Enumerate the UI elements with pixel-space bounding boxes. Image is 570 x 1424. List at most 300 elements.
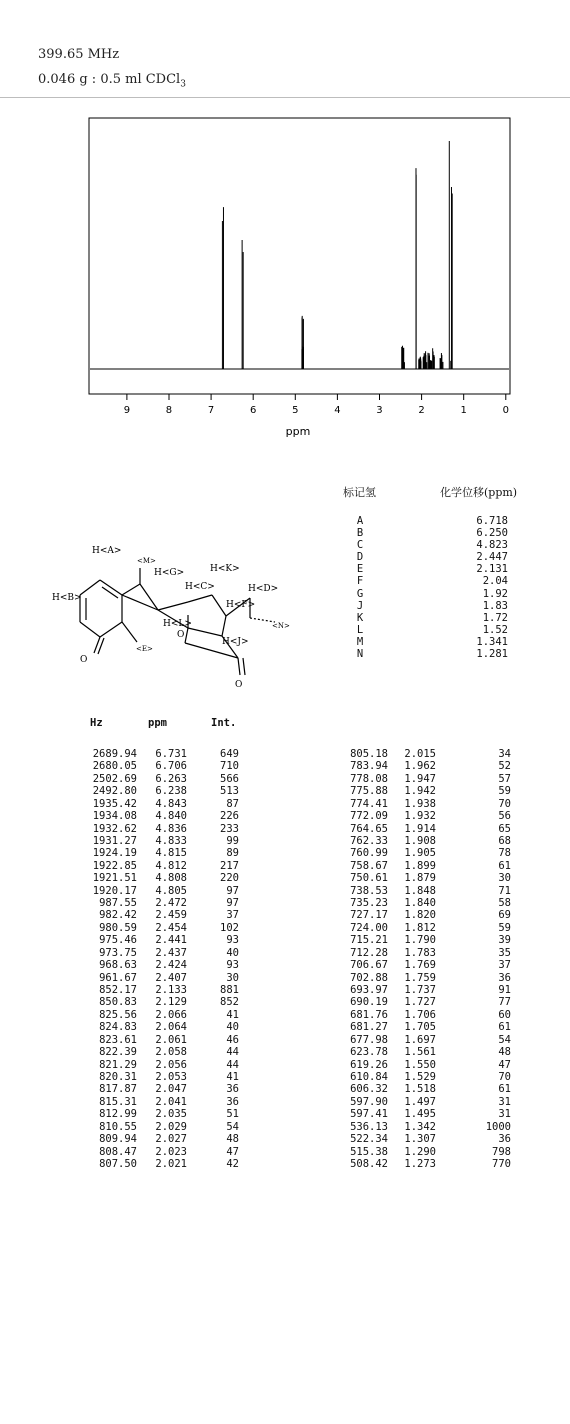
peak-hz: 812.99 bbox=[99, 1108, 137, 1121]
peak-row bbox=[331, 1071, 511, 1083]
peak-ppm: 2.441 bbox=[155, 934, 187, 947]
peak-ppm: 2.454 bbox=[155, 921, 187, 934]
peak-ppm: 1.290 bbox=[404, 1145, 436, 1158]
bond bbox=[188, 628, 222, 636]
peak-int: 40 bbox=[226, 1021, 239, 1034]
peak-hz: 824.83 bbox=[99, 1021, 137, 1034]
peak-hz: 1920.17 bbox=[92, 884, 137, 897]
peak-ppm: 2.047 bbox=[155, 1083, 187, 1096]
peak-row bbox=[75, 1071, 239, 1083]
peak-row bbox=[75, 835, 239, 847]
peak-row bbox=[331, 1121, 511, 1133]
peak-row bbox=[331, 1021, 511, 1033]
peak-ppm: 2.424 bbox=[155, 959, 187, 972]
peak-hz: 597.41 bbox=[350, 1108, 388, 1121]
peak-int: 68 bbox=[498, 834, 511, 847]
peak-row bbox=[75, 1108, 239, 1120]
peak-hz: 975.46 bbox=[99, 934, 137, 947]
peak-hz: 852.17 bbox=[99, 984, 137, 997]
h-l-label: H<L> bbox=[163, 619, 192, 629]
peak-row bbox=[75, 972, 239, 984]
peak-int: 710 bbox=[220, 760, 239, 773]
peak-hz: 619.26 bbox=[350, 1058, 388, 1071]
assignment-label: E bbox=[356, 563, 364, 576]
peak-row bbox=[331, 1009, 511, 1021]
ring-oxygen-label: O bbox=[177, 630, 185, 640]
peak-int: 36 bbox=[226, 1095, 239, 1108]
peak-row bbox=[75, 897, 239, 909]
assignment-label: J bbox=[356, 599, 364, 612]
bond bbox=[243, 658, 245, 675]
peak-ppm: 1.899 bbox=[404, 859, 436, 872]
peak-ppm: 1.932 bbox=[404, 810, 436, 823]
h-k-label: H<K> bbox=[210, 564, 240, 574]
peak-int: 220 bbox=[220, 872, 239, 885]
peak-ppm: 1.905 bbox=[404, 847, 436, 860]
assignment-row bbox=[330, 515, 520, 527]
peak-hz: 820.31 bbox=[99, 1070, 137, 1083]
peak-row bbox=[331, 947, 511, 959]
peak-hz: 508.42 bbox=[350, 1157, 388, 1170]
peak-hz: 968.63 bbox=[99, 959, 137, 972]
assignment-shift: 1.281 bbox=[476, 648, 508, 661]
peak-ppm: 1.942 bbox=[404, 785, 436, 798]
peak-hz: 987.55 bbox=[99, 897, 137, 910]
peak-ppm: 2.053 bbox=[155, 1070, 187, 1083]
peak-ppm: 4.833 bbox=[155, 834, 187, 847]
peak-row bbox=[75, 1121, 239, 1133]
peak-row bbox=[75, 1009, 239, 1021]
peak-ppm: 1.307 bbox=[404, 1133, 436, 1146]
peak-int: 217 bbox=[220, 859, 239, 872]
peak-hz: 690.19 bbox=[350, 996, 388, 1009]
peak-int: 78 bbox=[498, 847, 511, 860]
peak-row bbox=[331, 773, 511, 785]
peak-table-left bbox=[75, 748, 239, 1170]
peak-row bbox=[331, 810, 511, 822]
peak-row bbox=[331, 1096, 511, 1108]
peak-ppm: 6.731 bbox=[155, 748, 187, 760]
assignment-shift: 6.250 bbox=[476, 527, 508, 540]
x-tick-label: 6 bbox=[250, 405, 257, 416]
peak-row bbox=[75, 785, 239, 797]
assignment-row bbox=[330, 551, 520, 563]
peak-row bbox=[331, 1108, 511, 1120]
peak-row bbox=[331, 1034, 511, 1046]
peak-hz: 693.97 bbox=[350, 984, 388, 997]
peak-hz: 772.09 bbox=[350, 810, 388, 823]
h-c-label: H<C> bbox=[185, 582, 215, 592]
peak-hz: 727.17 bbox=[350, 909, 388, 922]
peak-hz: 774.41 bbox=[350, 797, 388, 810]
bond bbox=[80, 580, 100, 595]
peak-row bbox=[75, 1059, 239, 1071]
peak-hz: 822.39 bbox=[99, 1046, 137, 1059]
peak-hz: 817.87 bbox=[99, 1083, 137, 1096]
h-b-label: H<B> bbox=[52, 593, 82, 603]
peak-int: 226 bbox=[220, 810, 239, 823]
peak-ppm: 1.342 bbox=[404, 1120, 436, 1133]
peak-row bbox=[331, 1158, 511, 1170]
peak-hz: 1922.85 bbox=[92, 859, 137, 872]
peak-row bbox=[331, 823, 511, 835]
peak-ppm: 4.836 bbox=[155, 822, 187, 835]
x-tick-label: 7 bbox=[207, 405, 215, 416]
peak-hz: 982.42 bbox=[99, 909, 137, 922]
assignment-shift: 1.83 bbox=[482, 599, 508, 612]
peak-hz: 750.61 bbox=[350, 872, 388, 885]
peak-int: 233 bbox=[220, 822, 239, 835]
x-axis-ticks bbox=[124, 394, 509, 416]
assignment-label: N bbox=[356, 648, 364, 661]
bond bbox=[158, 602, 188, 610]
peak-int: 31 bbox=[498, 1108, 511, 1121]
peak-hz: 850.83 bbox=[99, 996, 137, 1009]
peak-ppm: 1.783 bbox=[404, 946, 436, 959]
x-axis-label: ppm bbox=[285, 425, 311, 438]
assignment-row bbox=[330, 588, 520, 600]
assignment-shift: 1.52 bbox=[482, 623, 508, 636]
peak-ppm: 4.808 bbox=[155, 872, 187, 885]
peak-ppm: 2.472 bbox=[155, 897, 187, 910]
assignment-label: G bbox=[356, 587, 364, 600]
peak-int: 37 bbox=[226, 909, 239, 922]
assignment-shift-header: 化学位移(ppm) bbox=[440, 486, 518, 499]
bond bbox=[222, 616, 226, 636]
peak-row bbox=[75, 984, 239, 996]
e-label: <E> bbox=[136, 645, 153, 653]
peak-int: 61 bbox=[498, 1083, 511, 1096]
peak-row bbox=[331, 972, 511, 984]
peak-int: 70 bbox=[498, 1070, 511, 1083]
peak-row bbox=[75, 798, 239, 810]
peak-int: 65 bbox=[498, 822, 511, 835]
peak-int: 89 bbox=[226, 847, 239, 860]
sample-text: 0.046 g : 0.5 ml CDCl bbox=[38, 72, 181, 87]
peak-ppm: 1.705 bbox=[404, 1021, 436, 1034]
peak-hz: 623.78 bbox=[350, 1046, 388, 1059]
peak-hz: 515.38 bbox=[350, 1145, 388, 1158]
assignment-label-header: 标记氢 bbox=[343, 486, 376, 499]
peak-hz: 2492.80 bbox=[92, 785, 137, 798]
peak-ppm: 1.706 bbox=[404, 1008, 436, 1021]
peak-hz: 762.33 bbox=[350, 834, 388, 847]
peak-row bbox=[331, 760, 511, 772]
peak-hz: 681.76 bbox=[350, 1008, 388, 1021]
peak-int: 77 bbox=[498, 996, 511, 1009]
peak-ppm: 1.840 bbox=[404, 897, 436, 910]
peak-row bbox=[331, 909, 511, 921]
peak-hz: 1934.08 bbox=[92, 810, 137, 823]
peak-hz: 597.90 bbox=[350, 1095, 388, 1108]
peak-int: 97 bbox=[226, 897, 239, 910]
h-a-label: H<A> bbox=[92, 546, 122, 556]
peak-ppm: 2.015 bbox=[404, 748, 436, 760]
peak-ppm: 2.041 bbox=[155, 1095, 187, 1108]
peak-hz: 738.53 bbox=[350, 884, 388, 897]
peak-int: 852 bbox=[220, 996, 239, 1009]
peak-row bbox=[331, 798, 511, 810]
peak-ppm: 4.843 bbox=[155, 797, 187, 810]
assignment-row bbox=[330, 539, 520, 551]
peak-ppm: 2.056 bbox=[155, 1058, 187, 1071]
assignment-shift: 2.131 bbox=[476, 563, 508, 576]
ketone-oxygen-label: O bbox=[80, 655, 88, 665]
bond bbox=[185, 628, 188, 643]
peak-int: 52 bbox=[498, 760, 511, 773]
peak-row bbox=[331, 872, 511, 884]
peak-ppm: 1.848 bbox=[404, 884, 436, 897]
peak-hz: 712.28 bbox=[350, 946, 388, 959]
peak-row bbox=[331, 1083, 511, 1095]
peak-hz: 1935.42 bbox=[92, 797, 137, 810]
peak-int: 1000 bbox=[485, 1120, 511, 1133]
peak-row bbox=[331, 785, 511, 797]
peak-row bbox=[331, 984, 511, 996]
peak-row bbox=[331, 1133, 511, 1145]
assignment-label: B bbox=[356, 527, 364, 540]
peak-int: 71 bbox=[498, 884, 511, 897]
peak-row bbox=[75, 773, 239, 785]
ppm-header: ppm bbox=[148, 717, 167, 729]
peak-int: 47 bbox=[498, 1058, 511, 1071]
peak-hz: 702.88 bbox=[350, 971, 388, 984]
n-label: <N> bbox=[272, 622, 290, 630]
peak-ppm: 2.023 bbox=[155, 1145, 187, 1158]
peak-row bbox=[331, 860, 511, 872]
peak-hz: 961.67 bbox=[99, 971, 137, 984]
peak-ppm: 1.947 bbox=[404, 772, 436, 785]
peak-ppm: 4.805 bbox=[155, 884, 187, 897]
assignment-label: K bbox=[356, 611, 364, 624]
peak-ppm: 2.133 bbox=[155, 984, 187, 997]
peak-row bbox=[331, 959, 511, 971]
peak-int: 59 bbox=[498, 785, 511, 798]
peak-int: 44 bbox=[226, 1046, 239, 1059]
hz-header: Hz bbox=[90, 717, 103, 729]
peak-ppm: 2.021 bbox=[155, 1157, 187, 1170]
sample-subscript: 3 bbox=[180, 79, 186, 90]
peak-hz: 760.99 bbox=[350, 847, 388, 860]
peak-int: 42 bbox=[226, 1157, 239, 1170]
spectrometer-frequency: 399.65 MHz bbox=[38, 47, 120, 62]
peak-hz: 805.18 bbox=[350, 748, 388, 760]
peak-hz: 522.34 bbox=[350, 1133, 388, 1146]
peak-int: 69 bbox=[498, 909, 511, 922]
assignment-label: D bbox=[356, 551, 364, 564]
peak-ppm: 1.737 bbox=[404, 984, 436, 997]
peak-int: 30 bbox=[498, 872, 511, 885]
peak-ppm: 1.820 bbox=[404, 909, 436, 922]
peak-int: 97 bbox=[226, 884, 239, 897]
peak-ppm: 1.550 bbox=[404, 1058, 436, 1071]
peak-hz: 758.67 bbox=[350, 859, 388, 872]
peak-int: 40 bbox=[226, 946, 239, 959]
peak-int: 37 bbox=[498, 959, 511, 972]
int-header: Int. bbox=[211, 717, 237, 729]
peak-int: 41 bbox=[226, 1008, 239, 1021]
peak-hz: 783.94 bbox=[350, 760, 388, 773]
x-tick-label: 3 bbox=[376, 405, 383, 416]
peak-ppm: 2.029 bbox=[155, 1120, 187, 1133]
peak-hz: 821.29 bbox=[99, 1058, 137, 1071]
peak-row bbox=[75, 823, 239, 835]
peak-int: 770 bbox=[492, 1157, 511, 1170]
peak-ppm: 1.518 bbox=[404, 1083, 436, 1096]
assignment-label: A bbox=[356, 515, 364, 527]
peak-ppm: 1.697 bbox=[404, 1033, 436, 1046]
peak-hz: 681.27 bbox=[350, 1021, 388, 1034]
peak-hz: 823.61 bbox=[99, 1033, 137, 1046]
peak-hz: 809.94 bbox=[99, 1133, 137, 1146]
molecule-structure bbox=[40, 540, 290, 700]
peak-int: 31 bbox=[498, 1095, 511, 1108]
assignment-shift: 1.92 bbox=[482, 587, 508, 600]
peak-int: 93 bbox=[226, 934, 239, 947]
peak-row bbox=[75, 934, 239, 946]
peak-row bbox=[75, 1146, 239, 1158]
peak-ppm: 2.129 bbox=[155, 996, 187, 1009]
peak-int: 60 bbox=[498, 1008, 511, 1021]
peak-int: 56 bbox=[498, 810, 511, 823]
bond bbox=[212, 595, 226, 616]
peak-ppm: 1.495 bbox=[404, 1108, 436, 1121]
peak-hz: 1924.19 bbox=[92, 847, 137, 860]
x-tick-label: 0 bbox=[502, 405, 509, 416]
peak-ppm: 1.769 bbox=[404, 959, 436, 972]
peak-int: 47 bbox=[226, 1145, 239, 1158]
assignment-row bbox=[330, 527, 520, 539]
peak-row bbox=[75, 885, 239, 897]
peak-int: 70 bbox=[498, 797, 511, 810]
bond bbox=[122, 622, 137, 642]
peak-ppm: 1.879 bbox=[404, 872, 436, 885]
peak-row bbox=[331, 748, 511, 760]
peak-hz: 715.21 bbox=[350, 934, 388, 947]
peak-row bbox=[75, 1083, 239, 1095]
x-tick-label: 9 bbox=[123, 405, 131, 416]
assignment-row bbox=[330, 624, 520, 636]
peak-hz: 1931.27 bbox=[92, 834, 137, 847]
h-g-label: H<G> bbox=[154, 568, 185, 578]
peak-int: 34 bbox=[498, 748, 511, 760]
assignment-label: L bbox=[356, 623, 364, 636]
peak-ppm: 2.058 bbox=[155, 1046, 187, 1059]
peak-ppm: 1.790 bbox=[404, 934, 436, 947]
peak-row bbox=[75, 922, 239, 934]
peak-ppm: 2.035 bbox=[155, 1108, 187, 1121]
peak-int: 39 bbox=[498, 934, 511, 947]
peak-ppm: 1.962 bbox=[404, 760, 436, 773]
peak-hz: 815.31 bbox=[99, 1095, 137, 1108]
assignment-shift: 4.823 bbox=[476, 539, 508, 552]
peak-row bbox=[75, 860, 239, 872]
nmr-spectrum-chart bbox=[0, 0, 570, 450]
peak-row bbox=[75, 760, 239, 772]
peak-row bbox=[331, 847, 511, 859]
peak-row bbox=[75, 909, 239, 921]
peak-ppm: 4.815 bbox=[155, 847, 187, 860]
peak-int: 54 bbox=[226, 1120, 239, 1133]
bond bbox=[100, 622, 122, 637]
peak-ppm: 1.759 bbox=[404, 971, 436, 984]
x-tick-label: 2 bbox=[418, 405, 425, 416]
peak-int: 48 bbox=[498, 1046, 511, 1059]
peak-hz: 810.55 bbox=[99, 1120, 137, 1133]
peak-int: 46 bbox=[226, 1033, 239, 1046]
peak-ppm: 1.273 bbox=[404, 1157, 436, 1170]
peak-ppm: 6.263 bbox=[155, 772, 187, 785]
peak-row bbox=[75, 1133, 239, 1145]
assignment-row bbox=[330, 600, 520, 612]
peak-int: 99 bbox=[226, 834, 239, 847]
peak-row bbox=[331, 897, 511, 909]
peak-int: 59 bbox=[498, 921, 511, 934]
peak-ppm: 1.497 bbox=[404, 1095, 436, 1108]
bond bbox=[102, 587, 118, 598]
peak-ppm: 4.840 bbox=[155, 810, 187, 823]
peak-hz: 1932.62 bbox=[92, 822, 137, 835]
peak-hz: 764.65 bbox=[350, 822, 388, 835]
peak-int: 36 bbox=[498, 971, 511, 984]
peak-hz: 775.88 bbox=[350, 785, 388, 798]
peak-hz: 1921.51 bbox=[92, 872, 137, 885]
bond bbox=[122, 584, 140, 595]
x-tick-label: 8 bbox=[165, 405, 173, 416]
peak-int: 36 bbox=[498, 1133, 511, 1146]
peak-int: 798 bbox=[492, 1145, 511, 1158]
peak-int: 566 bbox=[220, 772, 239, 785]
peak-int: 513 bbox=[220, 785, 239, 798]
peak-int: 58 bbox=[498, 897, 511, 910]
peak-row bbox=[331, 922, 511, 934]
assignment-label: C bbox=[356, 539, 364, 552]
peak-ppm: 2.064 bbox=[155, 1021, 187, 1034]
assignment-shift: 1.341 bbox=[476, 635, 508, 648]
m-label: <M> bbox=[137, 557, 156, 565]
peak-hz: 973.75 bbox=[99, 946, 137, 959]
peak-int: 30 bbox=[226, 971, 239, 984]
peak-int: 61 bbox=[498, 859, 511, 872]
peak-ppm: 2.407 bbox=[155, 971, 187, 984]
assignment-shift: 1.72 bbox=[482, 611, 508, 624]
peak-row bbox=[75, 959, 239, 971]
x-tick-label: 1 bbox=[460, 405, 467, 416]
peak-int: 649 bbox=[220, 748, 239, 760]
peak-int: 48 bbox=[226, 1133, 239, 1146]
peak-hz: 778.08 bbox=[350, 772, 388, 785]
peak-ppm: 2.027 bbox=[155, 1133, 187, 1146]
peak-int: 44 bbox=[226, 1058, 239, 1071]
assignment-label: M bbox=[356, 635, 364, 648]
peak-hz: 2689.94 bbox=[92, 748, 137, 760]
peak-row bbox=[331, 1046, 511, 1058]
peak-hz: 606.32 bbox=[350, 1083, 388, 1096]
peak-row bbox=[75, 947, 239, 959]
peak-ppm: 2.061 bbox=[155, 1033, 187, 1046]
peak-hz: 807.50 bbox=[99, 1157, 137, 1170]
assignment-row bbox=[330, 648, 520, 660]
peak-ppm: 6.238 bbox=[155, 785, 187, 798]
peak-int: 93 bbox=[226, 959, 239, 972]
peak-row bbox=[331, 1059, 511, 1071]
peak-row bbox=[75, 1034, 239, 1046]
bond bbox=[80, 622, 100, 637]
plot-frame bbox=[89, 118, 510, 394]
x-tick-label: 5 bbox=[292, 405, 299, 416]
peak-int: 51 bbox=[226, 1108, 239, 1121]
peak-ppm: 2.437 bbox=[155, 946, 187, 959]
